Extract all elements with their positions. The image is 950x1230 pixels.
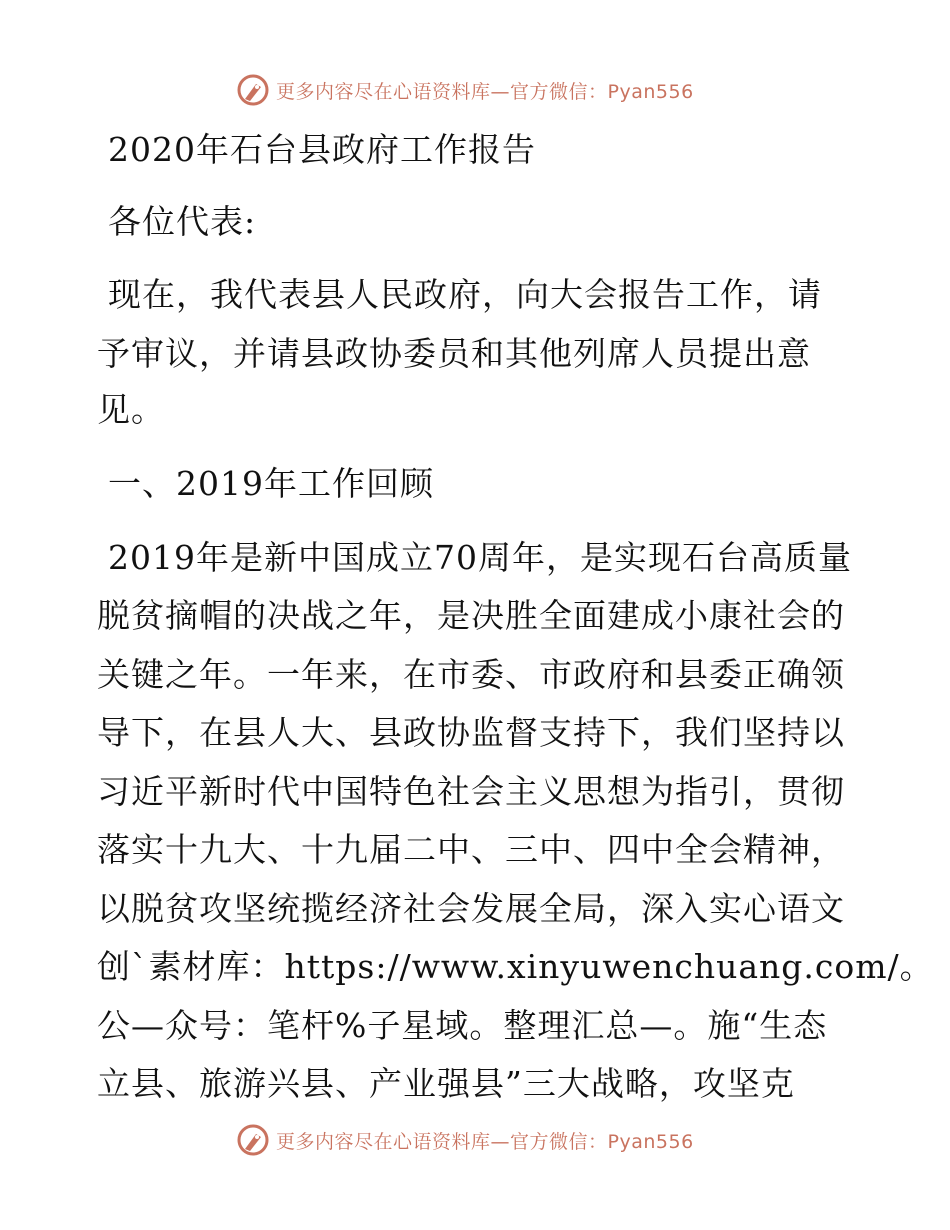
body-line: 创`素材库：https://www.xinyuwenchuang.com/。 — [97, 947, 934, 986]
body-line: 脱贫摘帽的决战之年，是决胜全面建成小康社会的 — [97, 596, 845, 635]
watermark-banner-bottom — [236, 1122, 694, 1158]
body-line: 以脱贫攻坚统揽经济社会发展全局，深入实心语文 — [97, 889, 845, 928]
body-line: 2019年是新中国成立70周年，是实现石台高质量 — [108, 538, 852, 577]
intro-line: 现在，我代表县人民政府，向大会报告工作，请 — [108, 275, 822, 314]
body-line: 落实十九大、十九届二中、三中、四中全会精神， — [97, 830, 845, 869]
body-line: 关键之年。一年来，在市委、市政府和县委正确领 — [97, 655, 845, 694]
pen-nib-circle-icon — [236, 1123, 270, 1157]
body-line: 导下，在县人大、县政协监督支持下，我们坚持以 — [97, 713, 845, 752]
document-title: 2020年石台县政府工作报告 — [108, 130, 536, 169]
section-heading: 一、2019年工作回顾 — [108, 464, 434, 503]
watermark-text: 更多内容尽在心语资料库—官方微信：Pyan556 — [276, 1130, 694, 1153]
salutation: 各位代表: — [108, 202, 257, 241]
watermark-text: 更多内容尽在心语资料库—官方微信：Pyan556 — [276, 80, 694, 103]
intro-line: 见。 — [97, 390, 165, 429]
body-line: 公—众号：笔杆%子星域。整理汇总—。施“生态 — [97, 1006, 828, 1045]
body-line: 习近平新时代中国特色社会主义思想为指引，贯彻 — [97, 772, 845, 811]
watermark-banner-top — [236, 72, 694, 108]
body-line: 立县、旅游兴县、产业强县”三大战略，攻坚克 — [97, 1064, 795, 1103]
pen-nib-circle-icon — [236, 73, 270, 107]
intro-line: 予审议，并请县政协委员和其他列席人员提出意 — [97, 334, 811, 373]
